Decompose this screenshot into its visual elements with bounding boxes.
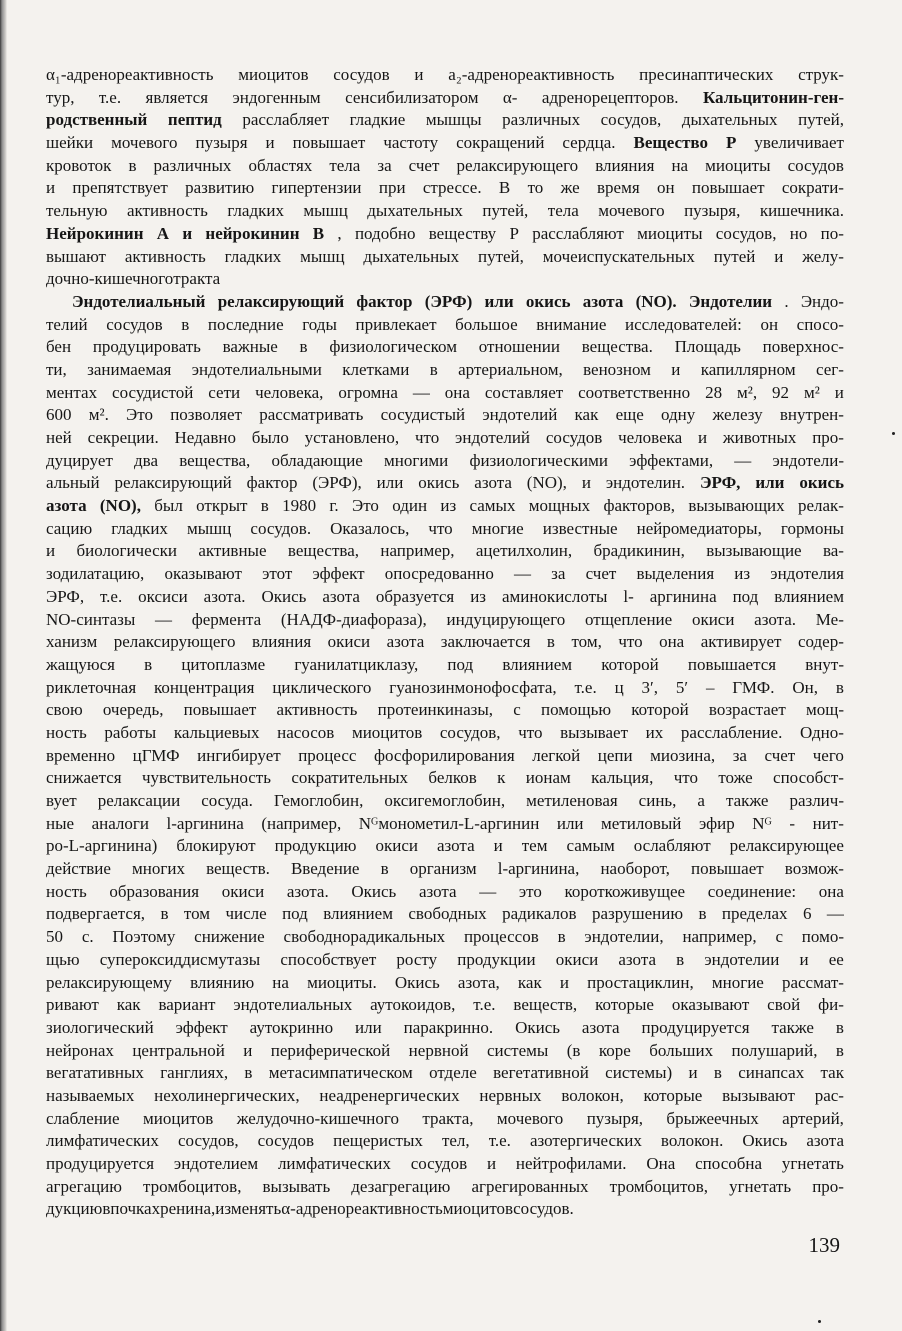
text-line: ность образования окиси азота. Окись азота — это короткоживущее соединение: она <box>46 881 844 901</box>
text-line: вышают активность гладких мышц дыхательных путей, мочеиспускательных путей и желу- <box>46 246 844 266</box>
text-line: ти, занимаемая эндотелиальными клетками в артериальном, венозном и капиллярном сег- <box>46 359 844 379</box>
text-line: называемых нехолинергических, неадренергических нервных волокон, которые вызывают рас- <box>46 1085 844 1105</box>
text-line: ней секреции. Недавно было установлено, что эндотелий сосудов человека и животных про- <box>46 428 844 447</box>
text-line: ментах сосудистой сети человека, огромна — она составляет соответственно 28 м², 92 м² и <box>46 382 844 402</box>
text-line: вегатативных ганглиях, в метасимпатическом отделе вегетативной системы) и в синапсах так <box>46 1063 844 1083</box>
text-line: вует релаксации сосуда. Гемоглобин, оксигемоглобин, метиленовая синь, а также различ- <box>46 791 844 810</box>
text-line: дочно-кишечного тракта <box>46 269 221 289</box>
text-line: родственный пептид расслабляет гладкие мышцы различных сосудов, дыхательных путей, <box>46 110 844 130</box>
text-line: кровоток в различных областях тела за счет релаксирующего влияния на миоциты сосудов <box>46 155 844 175</box>
text-line: подвергается, в том числе под влиянием свободных радикалов разрушению в пределах 6 — <box>46 904 844 924</box>
text-line: ханизм релаксирующего влияния окиси азота заключается в том, что она активирует содер- <box>46 632 844 652</box>
text-line: азота (NO), был открыт в 1980 г. Это один из самых мощных факторов, вызывающих релак- <box>46 496 844 516</box>
text-line: тур, т.е. является эндогенным сенсибилизатором α- адренорецепторов. Кальцитонин-ген- <box>46 87 844 107</box>
text-line: Нейрокинин А и нейрокинин В , подобно веществу Р расслабляют миоциты сосудов, но по- <box>46 223 844 243</box>
text-line: ЭРФ, т.е. оксиси азота. Окись азота образуется из аминокислоты l- аргинина под влиянием <box>46 586 844 606</box>
text-line: свою очередь, повышает активность протеинкиназы, с помощью которой возрастает мощ- <box>46 700 844 720</box>
text-line: ро-L-аргинина) блокируют продукцию окиси азота и тем самым ослабляют релаксирующее <box>46 836 844 856</box>
text-line: Эндотелиальный релаксирующий фактор (ЭРФ) или окись азота (NO). Эндотелии . Эндо- <box>72 291 844 311</box>
text-line: лимфатических сосудов, сосудов пещеристых тел, т.е. азотергических волокон. Окись азота <box>46 1131 844 1151</box>
text-line: альный релаксирующий фактор (ЭРФ), или окись азота (NO), и эндотелин. ЭРФ, или окись <box>46 473 844 493</box>
scan-speck <box>892 432 895 435</box>
text-line: бен продуцировать важные в физиологическом отношении вещества. Площадь поверхнос- <box>46 337 844 357</box>
text-line: действие многих веществ. Введение в организм l-аргинина, наоборот, повышает возмож- <box>46 859 844 879</box>
text-line: временно цГМФ ингибирует процесс фосфорилирования легкой цепи миозина, за счет чего <box>46 745 844 765</box>
text-line: ные аналоги l-аргинина (например, Nᴳмонометил-L-аргинин или метиловый эфир Nᴳ - нит- <box>46 813 844 833</box>
text-line: дуцирует два вещества, обладающие многими физиологическими эффектами, — эндотели- <box>46 450 844 470</box>
text-line: слабление миоцитов желудочно-кишечного тракта, мочевого пузыря, брыжеечных артерий, <box>46 1108 844 1128</box>
text-line: зиологический эффект аутокринно или паракринно. Окись азота продуцируется также в <box>46 1017 844 1037</box>
text-line: тельную активность гладких мышц дыхательных путей, тела мочевого пузыря, кишечника. <box>46 201 844 221</box>
text-line: релаксирующему влиянию на миоциты. Окись азота, как и простациклин, многие рассмат- <box>46 972 844 992</box>
text-line: продуцируется эндотелием лимфатических сосудов и нейтрофилами. Она способна угнетать <box>46 1154 844 1173</box>
text-line: и биологически активные вещества, например, ацетилхолин, брадикинин, вызывающие ва- <box>46 541 844 561</box>
scan-speck <box>818 1320 821 1323</box>
body-text <box>46 64 844 1221</box>
text-line: сацию гладких мышц сосудов. Оказалось, что многие известные нейромедиаторы, гормоны <box>46 518 844 538</box>
text-line: жащуюся в цитоплазме гуанилатциклазу, под влиянием которой повышается внут- <box>46 654 844 674</box>
text-line: и препятствует развитию гипертензии при стрессе. В то же время он повышает сократи- <box>46 178 844 198</box>
text-line: дукцию в почках ренина, изменять α- адренореактивность миоцитов сосудов. <box>46 1199 574 1219</box>
text-line: агрегацию тромбоцитов, вызывать дезагрегацию агрегированных тромбоцитов, угнетать про- <box>46 1176 844 1196</box>
text-line: ность работы кальциевых насосов миоцитов сосудов, что вызывает их расслабление. Одно- <box>46 722 844 742</box>
text-line: шейки мочевого пузыря и повышает частоту сокращений сердца. Вещество Р увеличивает <box>46 133 844 153</box>
scanned-page-edge <box>0 0 7 1331</box>
text-line: 600 м². Это позволяет рассматривать сосудистый эндотелий как еще одну железу внутрен- <box>46 405 844 425</box>
text-line: щью супероксиддисмутазы способствует росту продукции окиси азота в эндотелии и ее <box>46 949 844 969</box>
page-number: 139 <box>808 1233 840 1257</box>
text-line: зодилатацию, оказывают этот эффект опосредованно — за счет выделения из эндотелия <box>46 564 844 584</box>
text-line: нейронах центральной и периферической нервной системы (в коре больших полушарий, в <box>46 1040 844 1060</box>
text-line: ривают как вариант эндотелиальных аутокоидов, т.е. веществ, которые оказывают свой фи- <box>46 995 844 1015</box>
text-line: 50 с. Поэтому снижение свободнорадикальных процессов в эндотелии, например, с помо- <box>46 927 844 947</box>
text-line: α₁-адренореактивность миоцитов сосудов и a₂-адренореактивность пресинаптических струк- <box>46 65 844 84</box>
text-line: телий сосудов в последние годы привлекает большое внимание исследователей: он спосо- <box>46 314 844 334</box>
text-line: NO-синтазы — фермента (НАДФ-диафораза), индуцирующего отщепление окиси азота. Ме- <box>46 609 844 629</box>
text-line: снижается чувствительность сократительных белков к ионам кальция, что тоже способст- <box>46 768 844 788</box>
text-line: риклеточная концентрация циклического гуанозинмонофосфата, т.е. ц 3′, 5′ – ГМФ. Он, в <box>46 677 844 697</box>
